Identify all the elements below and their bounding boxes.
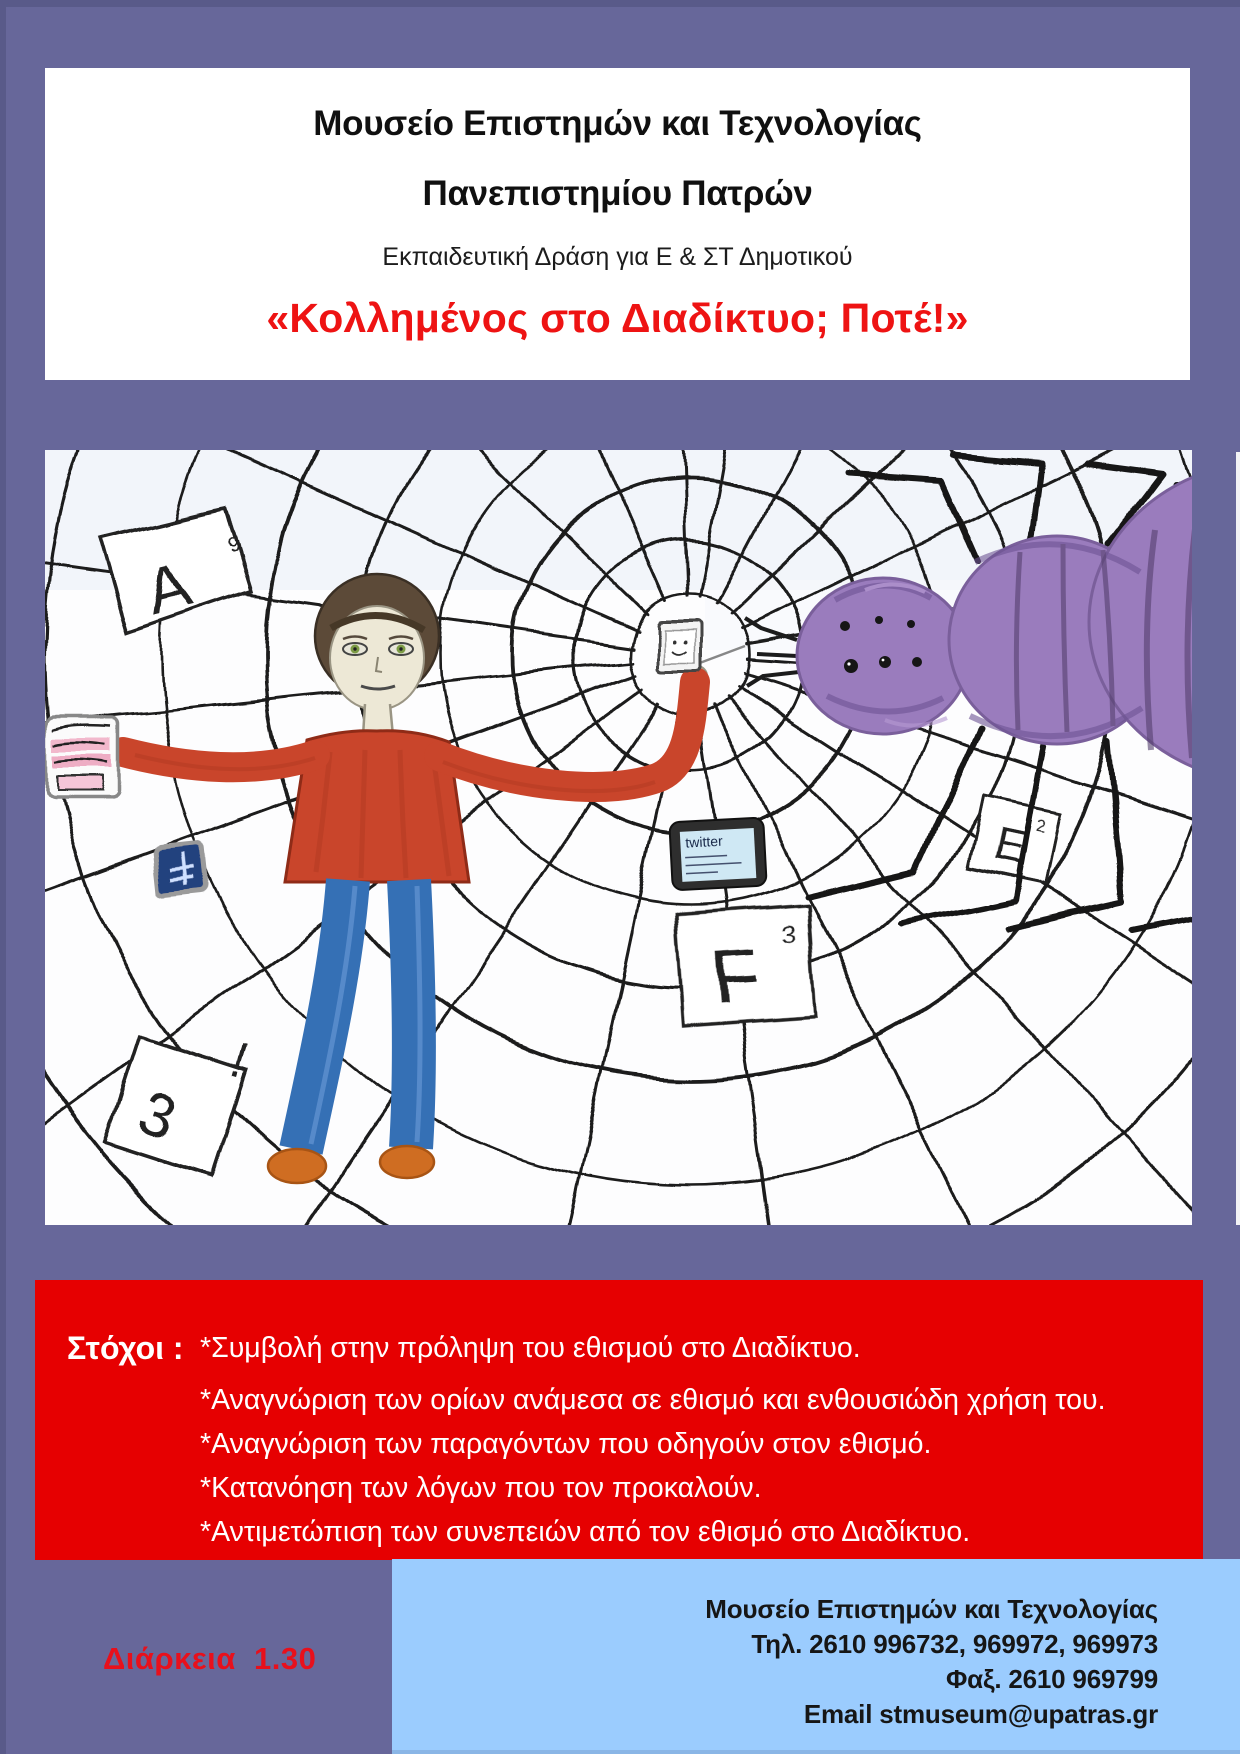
objectives-box xyxy=(35,1280,1203,1560)
event-title: «Κολλημένος στο Διαδίκτυο; Ποτέ!» xyxy=(266,295,969,341)
facebook-cube-icon xyxy=(155,844,208,897)
objective-item: *Κατανόηση των λόγων που τον προκαλούν. xyxy=(200,1472,762,1504)
contact-fax: Φαξ. 2610 969799 xyxy=(946,1664,1158,1694)
museum-title-line2: Πανεπιστημίου Πατρών xyxy=(422,174,813,213)
tile-three-mark: ! xyxy=(225,1033,253,1089)
right-arm xyxy=(439,682,695,787)
right-shoe xyxy=(380,1146,434,1178)
contact-email: Email stmuseum@upatras.gr xyxy=(803,1699,1158,1729)
tablet-label: twitter xyxy=(684,832,724,851)
illustration-drawing xyxy=(45,450,1192,1225)
objective-item: *Συμβολή στην πρόληψη του εθισμού στο Διαδίκτυο. xyxy=(200,1332,861,1364)
objective-item: *Αναγνώριση των παραγόντων που οδηγούν στον εθισμό. xyxy=(200,1428,932,1460)
tile-a-letter: A xyxy=(139,548,198,629)
objective-item: *Αναγνώριση των ορίων ανάμεσα σε εθισμό και ενθουσιώδη χρήση του. xyxy=(200,1384,1106,1416)
page-edge-top xyxy=(0,0,1240,7)
contact-name: Μουσείο Επιστημών και Τεχνολογίας xyxy=(705,1594,1158,1624)
objectives-list xyxy=(200,1326,1106,1554)
page-edge-left xyxy=(0,0,6,1754)
objectives-heading: Στόχοι : xyxy=(67,1330,184,1366)
right-edge-artifact xyxy=(1236,452,1240,1225)
left-leg-jeans xyxy=(301,880,348,1150)
museum-title-line1: Μουσείο Επιστημών και Τεχνολογίας xyxy=(313,104,922,143)
contact-phone: Τηλ. 2610 996732, 969972, 969973 xyxy=(751,1629,1158,1659)
right-leg-jeans xyxy=(409,880,414,1148)
twitter-tablet xyxy=(669,818,766,891)
tile-f xyxy=(676,905,815,1026)
audience-subtitle: Εκπαιδευτική Δράση για Ε & ΣΤ Δημοτικού xyxy=(382,243,853,271)
tile-f-letter: F xyxy=(710,933,764,1022)
tile-e xyxy=(968,797,1061,884)
tile-e-sup: 2 xyxy=(1034,816,1049,838)
left-shoe xyxy=(268,1149,326,1183)
duration-label: Διάρκεια 1.30 xyxy=(103,1641,317,1676)
objective-item: *Αντιμετώπιση των συνεπειών από τον εθισμό στο Διαδίκτυο. xyxy=(200,1516,971,1548)
gadget-in-raised-hand xyxy=(657,622,701,672)
tile-f-sup: 3 xyxy=(781,918,799,950)
contact-bottom-strip xyxy=(392,1750,1240,1754)
tile-three-letter: 3 xyxy=(130,1078,185,1155)
header-box xyxy=(45,68,1190,380)
tile-a-small: 9 xyxy=(224,533,241,558)
tile-e-letter: E xyxy=(988,818,1030,876)
tile-three xyxy=(105,1034,253,1177)
contact-box xyxy=(392,1559,1240,1754)
smartphone-in-left-hand xyxy=(47,718,119,798)
illustration xyxy=(45,450,1192,1225)
